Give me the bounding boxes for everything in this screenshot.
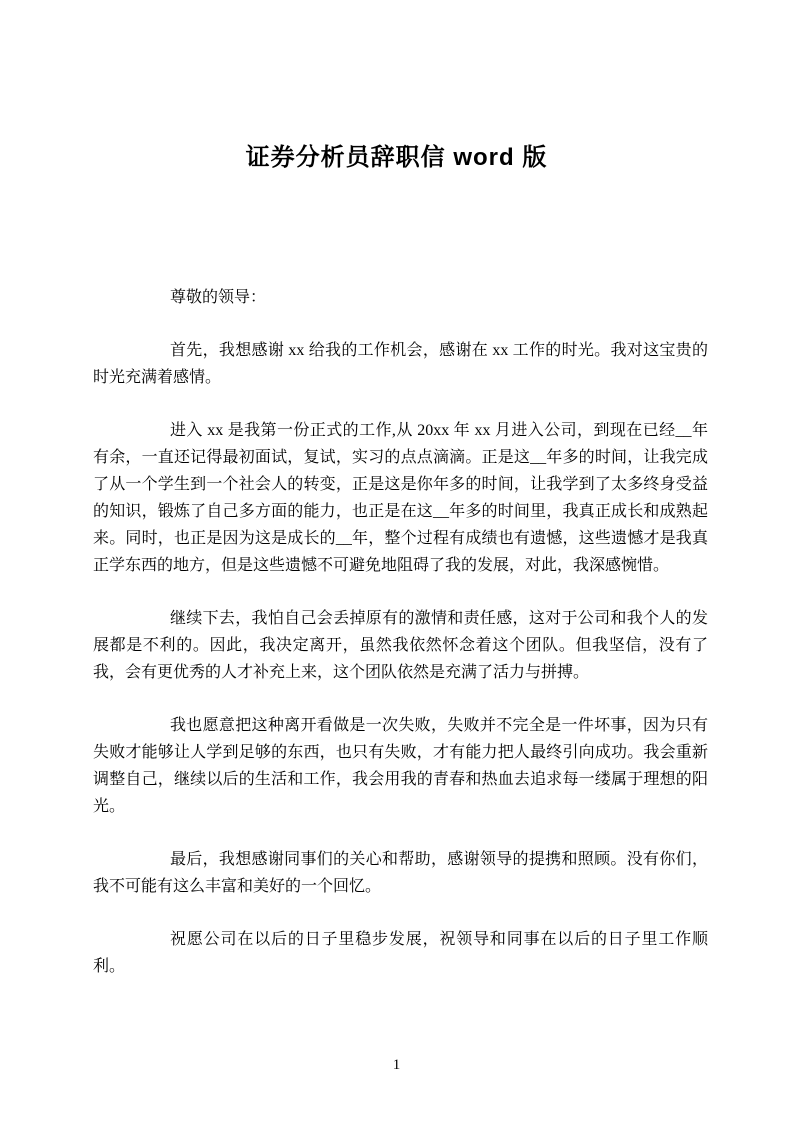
document-title: 证券分析员辞职信 word 版 bbox=[245, 144, 548, 171]
paragraph-reason: 继续下去，我怕自己会丢掉原有的激情和责任感，这对于公司和我个人的发展都是不利的。因此，我决定离开，虽然我依然怀念着这个团队。但我坚信，没有了我，会有更优秀的人才补充上来，这个团队依然是充满了活力与拼搏。 bbox=[93, 610, 708, 681]
paragraph-gratitude: 最后，我想感谢同事们的关心和帮助，感谢领导的提携和照顾。没有你们，我不可能有这么丰富和美好的一个回忆。 bbox=[93, 851, 708, 895]
document-body bbox=[0, 284, 793, 980]
paragraph-thanks: 首先，我想感谢 xx 给我的工作机会，感谢在 xx 工作的时光。我对这宝贵的时光充满着感情。 bbox=[93, 342, 708, 386]
salutation: 尊敬的领导： bbox=[170, 289, 267, 306]
page-number: 1 bbox=[392, 1057, 401, 1073]
paragraph-wishes: 祝愿公司在以后的日子里稳步发展，祝领导和同事在以后的日子里工作顺利。 bbox=[93, 931, 708, 975]
paragraph-experience: 进入 xx 是我第一份正式的工作,从 20xx 年 xx 月进入公司，到现在已经__年有余，一直还记得最初面试，复试，实习的点点滴滴。正是这__年多的时间，让我完成了从一个学生到一个社会人的转变，正是这是你年多的时间，让我学到了太多终身受益的知识，锻炼了自己多方面的能力，也正是在这__年多的时间里，我真正成长和成熟起来。同时，也正是因为这是成长的__年，整个过程有成绩也有遗憾，这些遗憾才是我真正学东西的地方，但是这些遗憾不可避免地阻碍了我的发展，对此，我深感惋惜。 bbox=[93, 422, 708, 574]
paragraph-reflection: 我也愿意把这种离开看做是一次失败，失败并不完全是一件坏事，因为只有失败才能够让人学到足够的东西，也只有失败，才有能力把人最终引向成功。我会重新调整自己，继续以后的生活和工作，我会用我的青春和热血去追求每一缕属于理想的阳光。 bbox=[93, 717, 708, 815]
